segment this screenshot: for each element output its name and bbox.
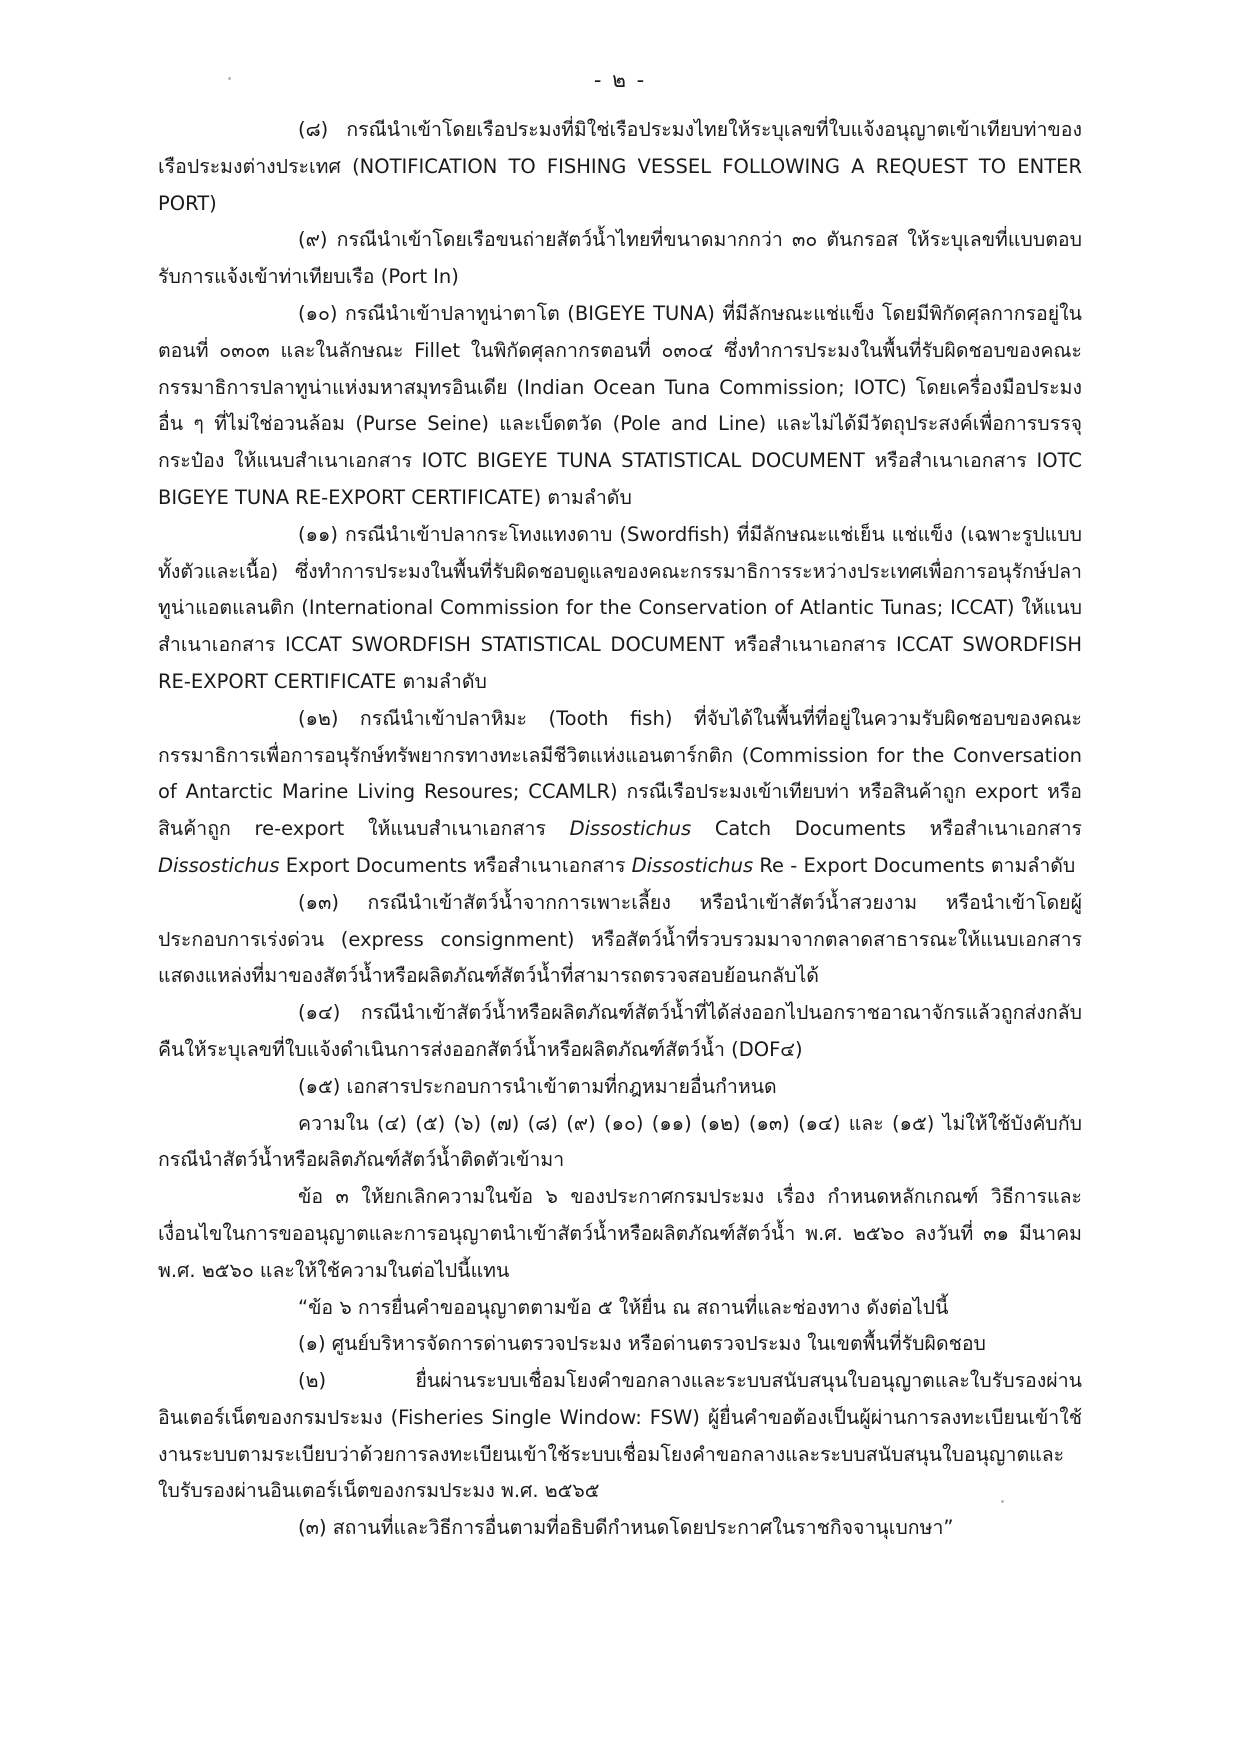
scan-speck [1001, 1500, 1004, 1503]
paragraph-text: Export Documents หรือสำเนาเอกสาร [279, 853, 632, 877]
paragraph-text: (๑๕) เอกสารประกอบการนำเข้าตามที่กฎหมายอื่นกำหนด [298, 1074, 777, 1098]
paragraph-clause-3 [158, 1179, 1082, 1289]
paragraph-clause-6-item-3 [158, 1510, 1082, 1547]
paragraph-text: (๙) กรณีนำเข้าโดยเรือขนถ่ายสัตว์น้ำไทยที่ขนาดมากกว่า ๓๐ ตันกรอส ให้ระบุเลขที่แบบตอบรับการแจ้งเข้าท่าเทียบเรือ (Port In) [158, 228, 1082, 289]
paragraph-text: ความใน (๔) (๕) (๖) (๗) (๘) (๙) (๑๐) (๑๑) (๑๒) (๑๓) (๑๔) และ (๑๕) ไม่ให้ใช้บังคับกับกรณีนำสัตว์น้ำหรือผลิตภัณฑ์สัตว์น้ำติดตัวเข้ามา [158, 1111, 1082, 1172]
paragraph-text: (๑๐) กรณีนำเข้าปลาทูน่าตาโต (BIGEYE TUNA) ที่มีลักษณะแช่แข็ง โดยมีพิกัดศุลกากรอยู่ในตอนที่ ๐๓๐๓ และในลักษณะ Fillet ในพิกัดศุลกากรตอนที่ ๐๓๐๔ ซึ่งทำการประมงในพื้นที่รับผิดชอบของคณะกรรมาธิการปลาทูน่าแห่งมหาสมุทรอินเดีย (Indian Ocean Tuna Commission; IOTC) โดยเครื่องมือประมงอื่น ๆ ที่ไม่ใช่อวนล้อม (Purse Seine) และเบ็ดตวัด (Pole and Line) และไม่ได้มีวัตถุประสงค์เพื่อการบรรจุกระป๋อง ให้แนบสำเนาเอกสาร IOTC BIGEYE TUNA STATISTICAL DOCUMENT หรือสำเนาเอกสาร IOTC BIGEYE TUNA RE-EXPORT CERTIFICATE) ตามลำดับ [158, 301, 1082, 509]
paragraph-exemption [158, 1106, 1082, 1180]
paragraph-item-11 [158, 517, 1082, 701]
species-name-italic: Dissostichus [569, 817, 692, 841]
paragraph-text: (๑๓) กรณีนำเข้าสัตว์น้ำจากการเพาะเลี้ยง หรือนำเข้าสัตว์น้ำสวยงาม หรือนำเข้าโดยผู้ประกอบการเร่งด่วน (express consignment) หรือสัตว์น้ำที่รวบรวมมาจากตลาดสาธารณะให้แนบเอกสารแสดงแหล่งที่มาของสัตว์น้ำหรือผลิตภัณฑ์สัตว์น้ำที่สามารถตรวจสอบย้อนกลับได้ [158, 890, 1082, 988]
paragraph-clause-6-item-1 [158, 1326, 1082, 1363]
species-name-italic: Dissostichus [158, 853, 280, 877]
paragraph-text: (๑๒) กรณีนำเข้าปลาหิมะ (Tooth fish) ที่จับได้ในพื้นที่ที่อยู่ในความรับผิดชอบของคณะกรรมาธิการเพื่อการอนุรักษ์ทรัพยากรทางทะเลมีชีวิตแห่งแอนตาร์กติก (Commission for the Conversation of Antarctic Marine Living Resoures; CCAMLR) กรณีเรือประมงเข้าเทียบท่า หรือสินค้าถูก export หรือสินค้าถูก re-export ให้แนบสำเนาเอกสาร [158, 706, 1082, 841]
paragraph-text: (๘) กรณีนำเข้าโดยเรือประมงที่มิใช่เรือประมงไทยให้ระบุเลขที่ใบแจ้งอนุญาตเข้าเทียบท่าของเรือประมงต่างประเทศ (NOTIFICATION TO FISHING VESSEL FOLLOWING A REQUEST TO ENTER PORT) [158, 118, 1082, 215]
paragraph-item-8 [158, 112, 1082, 222]
paragraph-text: “ข้อ ๖ การยื่นคำขออนุญาตตามข้อ ๕ ให้ยื่น ณ สถานที่และช่องทาง ดังต่อไปนี้ [298, 1295, 949, 1319]
paragraph-item-12 [158, 701, 1082, 885]
page-number: - ๒ - [593, 68, 647, 92]
paragraph-item-10 [158, 296, 1082, 517]
paragraph-text: Catch Documents หรือสำเนาเอกสาร [691, 817, 1082, 841]
paragraph-text: (๑๔) กรณีนำเข้าสัตว์น้ำหรือผลิตภัณฑ์สัตว์น้ำที่ได้ส่งออกไปนอกราชอาณาจักรแล้วถูกส่งกลับคืนให้ระบุเลขที่ใบแจ้งดำเนินการส่งออกสัตว์น้ำหรือผลิตภัณฑ์สัตว์น้ำ (DOF๔) [158, 1001, 1082, 1061]
paragraph-text: ข้อ ๓ ให้ยกเลิกความในข้อ ๖ ของประกาศกรมประมง เรื่อง กำหนดหลักเกณฑ์ วิธีการและเงื่อนไขในการขออนุญาตและการอนุญาตนำเข้าสัตว์น้ำหรือผลิตภัณฑ์สัตว์น้ำ พ.ศ. ๒๕๖๐ ลงวันที่ ๓๑ มีนาคม พ.ศ. ๒๕๖๐ และให้ใช้ความในต่อไปนี้แทน [158, 1185, 1082, 1282]
paragraph-text: (๓) สถานที่และวิธีการอื่นตามที่อธิบดีกำหนดโดยประกาศในราชกิจจานุเบกษา” [298, 1516, 954, 1540]
paragraph-clause-6-item-2 [158, 1363, 1082, 1510]
species-name-italic: Dissostichus [631, 853, 754, 877]
paragraph-item-13 [158, 885, 1082, 995]
paragraph-text: (๑๑) กรณีนำเข้าปลากระโทงแทงดาบ (Swordfish) ที่มีลักษณะแช่เย็น แช่แข็ง (เฉพาะรูปแบบทั้งตัวและเนื้อ) ซึ่งทำการประมงในพื้นที่รับผิดชอบดูแลของคณะกรรมาธิการระหว่างประเทศเพื่อการอนุรักษ์ปลาทูน่าแอตแลนติก (International Commission for the Conservation of Atlantic Tunas; ICCAT) ให้แนบสำเนาเอกสาร ICCAT SWORDFISH STATISTICAL DOCUMENT หรือสำเนาเอกสาร ICCAT SWORDFISH RE-EXPORT CERTIFICATE ตามลำดับ [158, 522, 1082, 693]
paragraph-clause-6 [158, 1290, 1082, 1327]
paragraph-item-9 [158, 222, 1082, 296]
scan-speck [228, 77, 231, 80]
paragraph-text: Re - Export Documents ตามลำดับ [753, 853, 1076, 877]
document-body [158, 112, 1082, 1547]
paragraph-item-15 [158, 1069, 1082, 1106]
paragraph-text: (๑) ศูนย์บริหารจัดการด่านตรวจประมง หรือด่านตรวจประมง ในเขตพื้นที่รับผิดชอบ [298, 1332, 986, 1356]
paragraph-text: (๒) ยื่นผ่านระบบเชื่อมโยงคำขอกลางและระบบสนับสนุนใบอนุญาตและใบรับรองผ่านอินเตอร์เน็ตของกรมประมง (Fisheries Single Window: FSW) ผู้ยื่นคำขอต้องเป็นผู้ผ่านการลงทะเบียนเข้าใช้งานระบบตามระเบียบว่าด้วยการลงทะเบียนเข้าใช้ระบบเชื่อมโยงคำขอกลางและระบบสนับสนุนใบอนุญาตและใบรับรองผ่านอินเตอร์เน็ตของกรมประมง พ.ศ. ๒๕๖๕ [158, 1369, 1082, 1503]
paragraph-item-14 [158, 995, 1082, 1069]
